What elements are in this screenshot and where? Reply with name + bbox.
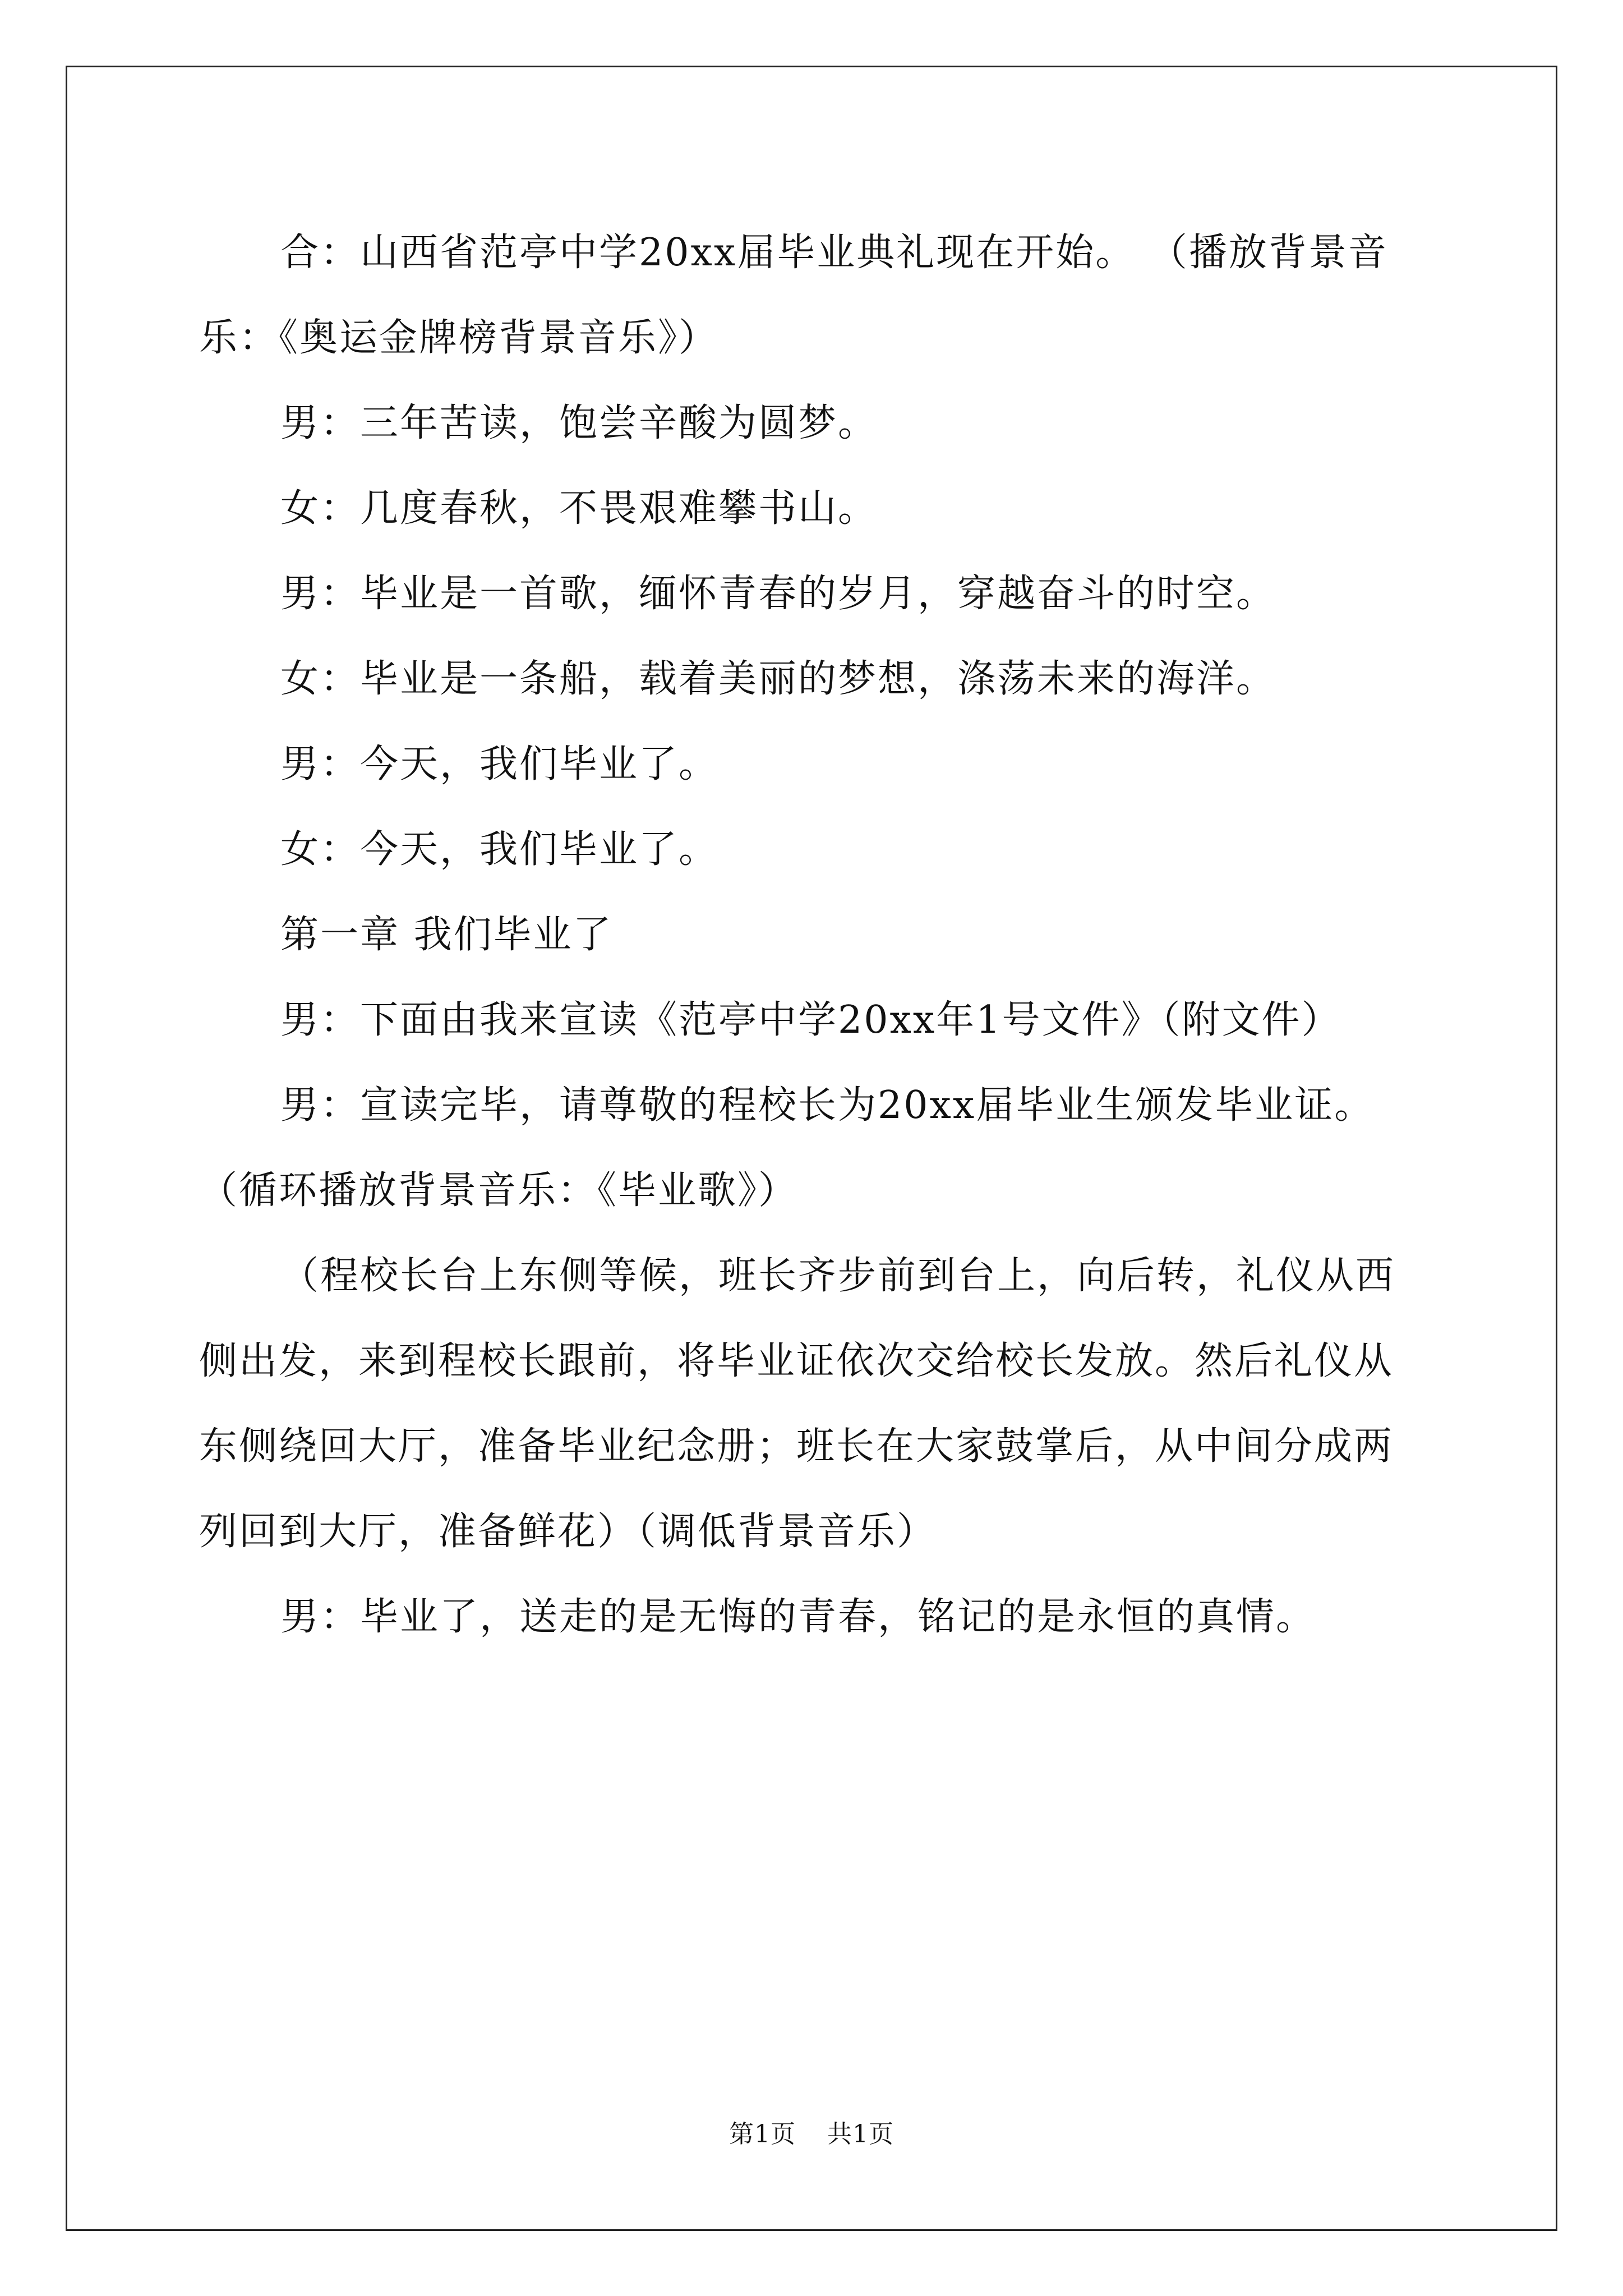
- paragraph-male-3: 男：今天，我们毕业了。: [280, 742, 719, 786]
- paragraph-female-1: 女：几度春秋，不畏艰难攀书山。: [280, 486, 878, 531]
- paragraph-male-6: 男：毕业了，送走的是无悔的青春，铭记的是永恒的真情。: [280, 1595, 1316, 1639]
- paragraph-male-5: 男：宣读完毕，请尊敬的程校长为20xx届毕业生颁发毕业证。: [280, 1083, 1375, 1128]
- paragraph-male-2: 男：毕业是一首歌，缅怀青春的岁月，穿越奋斗的时空。: [280, 572, 1276, 616]
- paragraph-male-1: 男：三年苦读，饱尝辛酸为圆梦。: [280, 401, 878, 445]
- chapter-heading: 第一章 我们毕业了: [280, 913, 613, 957]
- page-number-current: 第1页: [729, 2120, 796, 2148]
- paragraph-female-3: 女：今天，我们毕业了。: [280, 827, 719, 872]
- paragraph-female-2: 女：毕业是一条船，载着美丽的梦想，涤荡未来的海洋。: [280, 657, 1276, 701]
- paragraph-opening: 合：山西省范亭中学20xx届毕业典礼现在开始。 （播放背景音乐：《奥运金牌榜背景音乐》）: [199, 231, 1388, 360]
- paragraph-stage-direction: （程校长台上东侧等候，班长齐步前到台上，向后转，礼仪从西侧出发，来到程校长跟前，将毕业证依次交给校长发放。然后礼仪从东侧绕回大厅，准备毕业纪念册；班长在大家鼓掌后，从中间分成两列回到大厅，准备鲜花）（调低背景音乐）: [199, 1254, 1396, 1554]
- paragraph-music-note: （循环播放背景音乐：《毕业歌》）: [199, 1168, 799, 1213]
- page-number-total: 共1页: [827, 2120, 894, 2148]
- page-footer: [0, 2114, 1623, 2150]
- paragraph-male-4: 男：下面由我来宣读《范亭中学20xx年1号文件》（附文件）: [280, 998, 1341, 1042]
- document-body: [199, 210, 1427, 1660]
